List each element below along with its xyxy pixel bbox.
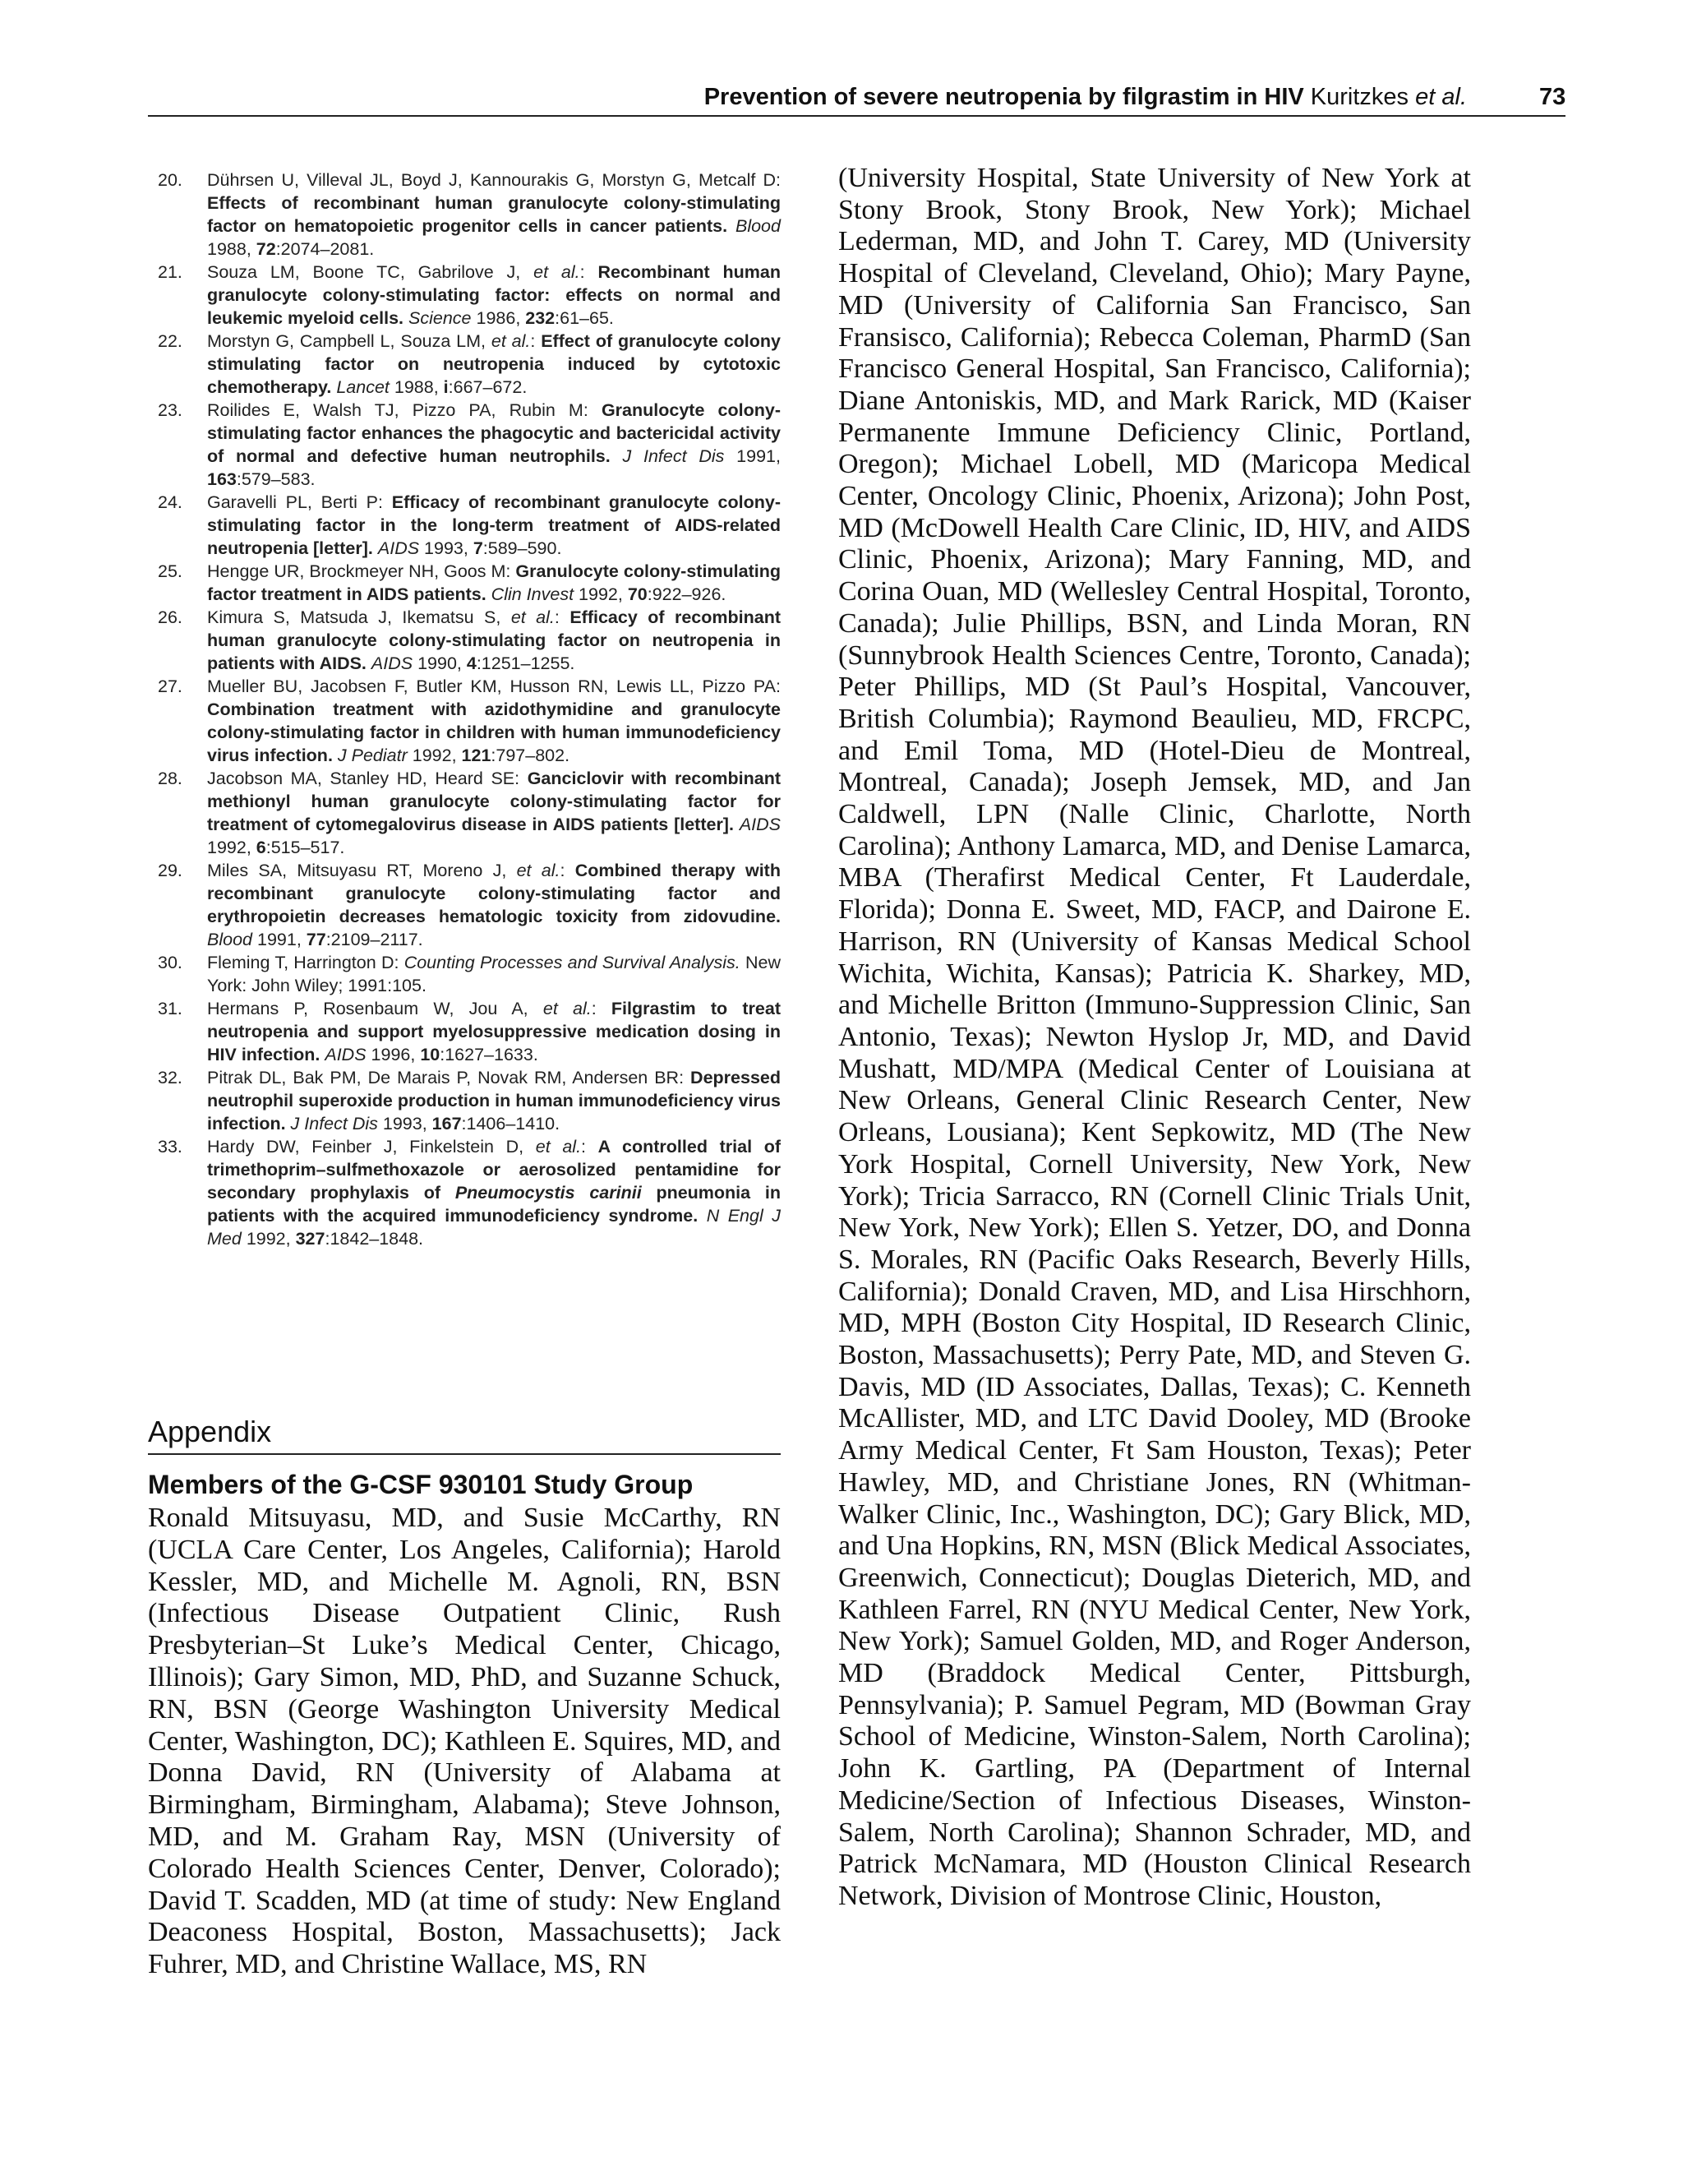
reference-title: Effects of recombinant human granulocyte colony-stimulating factor on hematopoietic progenitor cells in cancer patients. xyxy=(207,193,781,236)
running-header xyxy=(148,81,1565,117)
reference-number: 24. xyxy=(158,492,182,512)
reference-number: 29. xyxy=(158,861,182,880)
reference-journal: J Infect Dis xyxy=(622,446,725,466)
reference-text xyxy=(207,169,781,261)
reference-year: 1991, xyxy=(736,446,781,466)
reference-title: Efficacy of recombinant granulocyte colony-stimulating factor in the long-term treatment of AIDS-related neutropenia [letter]. xyxy=(207,492,781,558)
reference-journal: J Infect Dis xyxy=(290,1114,378,1134)
reference-journal: J Pediatr xyxy=(337,746,408,765)
reference-authors: Morstyn G, Campbell L, Souza LM, xyxy=(207,331,491,351)
reference-authors: Miles SA, Mitsuyasu RT, Moreno J, xyxy=(207,861,517,880)
reference-vol: 163 xyxy=(207,469,237,489)
reference-pub: New York: John Wiley; 1991:105. xyxy=(207,953,781,995)
reference-item xyxy=(148,997,781,1066)
reference-title: Granulocyte colony-stimulating factor treatment in AIDS patients. xyxy=(207,561,782,604)
reference-vol: 167 xyxy=(431,1114,462,1134)
reference-text xyxy=(207,767,781,859)
reference-text xyxy=(207,997,781,1066)
reference-number: 27. xyxy=(158,676,182,696)
reference-item xyxy=(148,859,781,951)
reference-number: 33. xyxy=(158,1137,182,1157)
reference-authors-end: : xyxy=(591,999,611,1018)
reference-authors: Jacobson MA, Stanley HD, Heard SE: xyxy=(207,769,528,788)
reference-number: 23. xyxy=(158,400,182,420)
reference-etal: et al. xyxy=(533,262,580,282)
reference-vol: 4 xyxy=(466,653,477,673)
reference-pages: :1627–1633. xyxy=(440,1045,538,1064)
reference-vol: 7 xyxy=(473,538,483,558)
reference-pages: :61–65. xyxy=(555,308,614,328)
reference-journal: AIDS xyxy=(377,538,420,558)
reference-number: 22. xyxy=(158,331,182,351)
reference-title: A controlled trial of trimethoprim–sulfmethoxazole or aerosolized pentamidine for secondary prophylaxis of xyxy=(207,1137,781,1203)
reference-vol: 72 xyxy=(256,239,276,259)
reference-authors: Souza LM, Boone TC, Gabrilove J, xyxy=(207,262,534,282)
reference-authors-end: : xyxy=(581,1137,598,1157)
reference-year: 1993, xyxy=(382,1114,432,1134)
reference-pages: :1251–1255. xyxy=(476,653,575,673)
reference-authors-end: : xyxy=(530,331,542,351)
reference-item xyxy=(148,169,781,261)
reference-journal-book: Counting Processes and Survival Analysis. xyxy=(403,953,740,972)
reference-pages: :2109–2117. xyxy=(325,930,423,949)
running-title xyxy=(704,81,1467,113)
reference-number: 31. xyxy=(158,999,182,1018)
reference-text xyxy=(207,859,781,951)
running-title-bold: Prevention of severe neutropenia by filgrastim in HIV xyxy=(703,84,1304,110)
reference-text xyxy=(207,330,781,399)
reference-year: 1990, xyxy=(417,653,467,673)
reference-journal: Clin Invest xyxy=(491,584,574,604)
reference-vol: 6 xyxy=(256,838,266,857)
reference-title: Ganciclovir with recombinant methionyl human granulocyte colony-stimulating factor for treatment of cytomegalovirus disease in AIDS patients [letter]. xyxy=(207,769,781,834)
reference-authors-end: : xyxy=(560,861,575,880)
reference-number: 26. xyxy=(158,607,182,627)
reference-title: Granulocyte colony-stimulating factor enhances the phagocytic and bactericidal activity of normal and defective human neutrophils. xyxy=(207,400,781,466)
reference-text xyxy=(207,399,781,491)
reference-title: Combination treatment with azidothymidine and granulocyte colony-stimulating factor in children with human immunodeficiency virus infection. xyxy=(207,700,781,765)
reference-authors: Garavelli PL, Berti P: xyxy=(207,492,392,512)
reference-pages: :922–926. xyxy=(647,584,726,604)
reference-number: 25. xyxy=(158,561,182,581)
reference-year: 1992, xyxy=(579,584,628,604)
reference-etal: et al. xyxy=(535,1137,582,1157)
reference-etal: et al. xyxy=(491,331,531,351)
reference-journal: AIDS xyxy=(739,815,781,834)
appendix-text-left: Ronald Mitsuyasu, MD, and Susie McCarthy, RN (UCLA Care Center, Los Angeles, California); Harold Kessler, MD, and Michelle M. Agnoli, RN, BSN (Infectious Disease Outpatient Clinic, Rush Presbyterian–St Luke’s Medical Center, Chicago, Illinois); Gary Simon, MD, PhD, and Suzanne Schuck, RN, BSN (George Washington University Medical Center, Washington, DC); Kathleen E. Squires, MD, and Donna David, RN (University of Alabama at Birmingham, Birmingham, Alabama); Steve Johnson, MD, and M. Graham Ray, MSN (University of Colorado Health Sciences Center, Denver, Colorado); David T. Scadden, MD (at time of study: New England Deaconess Hospital, Boston, Massachusetts); Jack Fuhrer, MD, and Christine Wallace, MS, RN xyxy=(148,1503,781,1980)
reference-item xyxy=(148,399,781,491)
reference-title: Effect of granulocyte colony stimulating factor on neutropenia induced by cytotoxic chemotherapy. xyxy=(207,331,781,397)
reference-title: Filgrastim to treat neutropenia and support myelosuppressive medication dosing in HIV infection. xyxy=(207,999,781,1064)
reference-title: Recombinant human granulocyte colony-stimulating factor: effects on normal and leukemic myeloid cells. xyxy=(207,262,781,328)
reference-text xyxy=(207,560,781,606)
reference-item xyxy=(148,261,781,330)
reference-title: Combined therapy with recombinant granulocyte colony-stimulating factor and erythropoietin decreases hematologic toxicity from zidovudine. xyxy=(207,861,781,926)
reference-number: 21. xyxy=(158,262,182,282)
reference-pages: :579–583. xyxy=(236,469,316,489)
running-title-authors: Kuritzkes xyxy=(1310,84,1409,110)
reference-year: 1992, xyxy=(412,746,462,765)
reference-item xyxy=(148,491,781,560)
reference-pages: :515–517. xyxy=(265,838,345,857)
reference-number: 28. xyxy=(158,769,182,788)
reference-text xyxy=(207,951,781,997)
reference-year: 1986, xyxy=(476,308,526,328)
reference-year: 1991, xyxy=(256,930,307,949)
reference-year: 1992, xyxy=(207,838,256,857)
reference-item xyxy=(148,1135,781,1250)
reference-text xyxy=(207,1066,781,1135)
reference-journal: Blood xyxy=(735,216,781,236)
page-number: 73 xyxy=(1539,84,1566,110)
reference-pages: :1406–1410. xyxy=(461,1114,560,1134)
reference-item xyxy=(148,951,781,997)
reference-item xyxy=(148,1066,781,1135)
reference-text xyxy=(207,261,781,330)
reference-list xyxy=(148,169,781,1250)
members-heading: Members of the G-CSF 930101 Study Group xyxy=(148,1470,694,1499)
reference-vol: 77 xyxy=(306,930,326,949)
reference-item xyxy=(148,675,781,767)
reference-item xyxy=(148,330,781,399)
reference-journal: Science xyxy=(408,308,472,328)
reference-item xyxy=(148,560,781,606)
reference-authors: Kimura S, Matsuda J, Ikematsu S, xyxy=(207,607,511,627)
reference-vol: 10 xyxy=(420,1045,440,1064)
reference-year: 1992, xyxy=(246,1229,296,1249)
reference-pages: :2074–2081. xyxy=(275,239,375,259)
reference-vol: 232 xyxy=(525,308,556,328)
reference-authors-end: : xyxy=(579,262,598,282)
reference-journal: AIDS xyxy=(371,653,413,673)
reference-title: Efficacy of recombinant human granulocyte colony-stimulating factor on neutropenia in patients with AIDS. xyxy=(207,607,781,673)
reference-pages: :667–672. xyxy=(448,377,528,397)
reference-journal: Blood xyxy=(207,930,252,949)
reference-vol: i xyxy=(443,377,449,397)
reference-journal: Lancet xyxy=(336,377,390,397)
reference-authors: Fleming T, Harrington D: xyxy=(207,953,404,972)
reference-authors-end: : xyxy=(554,607,570,627)
reference-pages: :797–802. xyxy=(491,746,570,765)
reference-year: 1988, xyxy=(207,239,256,259)
reference-year: 1988, xyxy=(394,377,444,397)
reference-number: 32. xyxy=(158,1068,182,1087)
running-title-etal: et al. xyxy=(1415,84,1467,110)
reference-etal: et al. xyxy=(510,607,555,627)
reference-text xyxy=(207,1135,781,1250)
reference-authors: Dührsen U, Villeval JL, Boyd J, Kannourakis G, Morstyn G, Metcalf D: xyxy=(207,170,781,190)
reference-authors: Hardy DW, Feinber J, Finkelstein D, xyxy=(207,1137,536,1157)
appendix-heading: Appendix xyxy=(148,1412,781,1455)
reference-vol: 327 xyxy=(295,1229,325,1249)
reference-authors: Pitrak DL, Bak PM, De Marais P, Novak RM, Andersen BR: xyxy=(207,1068,691,1087)
reference-number: 20. xyxy=(158,170,182,190)
reference-pages: :589–590. xyxy=(482,538,562,558)
reference-text xyxy=(207,491,781,560)
reference-journal: N Engl J Med xyxy=(207,1206,781,1249)
reference-text xyxy=(207,675,781,767)
reference-text xyxy=(207,606,781,675)
reference-authors: Hengge UR, Brockmeyer NH, Goos M: xyxy=(207,561,516,581)
reference-etal: et al. xyxy=(516,861,560,880)
appendix-text-right: (University Hospital, State University of New York at Stony Brook, Stony Brook, New York); Michael Lederman, MD, and John T. Carey, MD (University Hospital of Cleveland, Cleveland, Ohio); Mary Payne, MD (University of California San Francisco, San Fransisco, California); Rebecca Coleman, PharmD (San Francisco General Hospital, San Francisco, California); Diane Antoniskis, MD, and Mark Rarick, MD (Kaiser Permanente Immune Deficiency Clinic, Portland, Oregon); Michael Lobell, MD (Maricopa Medical Center, Oncology Clinic, Phoenix, Arizona); John Post, MD (McDowell Health Care Clinic, ID, HIV, and AIDS Clinic, Phoenix, Arizona); Mary Fanning, MD, and Corina Ouan, MD (Wellesley Central Hospital, Toronto, Canada); Julie Phillips, BSN, and Linda Moran, RN (Sunnybrook Health Sciences Centre, Toronto, Canada); Peter Phillips, MD (St Paul’s Hospital, Vancouver, British Columbia); Raymond Beaulieu, MD, FRCPC, and Emil Toma, MD (Hotel-Dieu de Montreal, Montreal, Canada); Joseph Jemsek, MD, and Jan Caldwell, LPN (Nalle Clinic, Charlotte, North Carolina); Anthony Lamarca, MD, and Denise Lamarca, MBA (Therafirst Medical Center, Ft Lauderdale, Florida); Donna E. Sweet, MD, FACP, and Dairone E. Harrison, RN (University of Kansas Medical School Wichita, Wichita, Kansas); Patricia K. Sharkey, MD, and Michelle Britton (Immuno-Suppression Clinic, San Antonio, Texas); Newton Hyslop Jr, MD, and David Mushatt, MD/MPA (Medical Center of Louisiana at New Orleans, General Clinic Research Center, New Orleans, Lousiana); Kent Sepkowitz, MD (The New York Hospital, Cornell University, New York, New York); Tricia Sarracco, RN (Cornell Clinic Trials Unit, New York, New York); Ellen S. Yetzer, DO, and Donna S. Morales, RN (Pacific Oaks Research, Beverly Hills, California); Donald Craven, MD, and Lisa Hirschhorn, MD, MPH (Boston City Hospital, ID Research Clinic, Boston, Massachusetts); Perry Pate, MD, and Steven G. Davis, MD (ID Associates, Dallas, Texas); C. Kenneth McAllister, MD, and LTC David Dooley, MD (Brooke Army Medical Center, Ft Sam Houston, Texas); Peter Hawley, MD, and Christiane Jones, RN (Whitman-Walker Clinic, Inc., Washington, DC); Gary Blick, MD, and Una Hopkins, RN, MSN (Blick Medical Associates, Greenwich, Connecticut); Douglas Dieterich, MD, and Kathleen Farrel, RN (NYU Medical Center, New York, New York); Samuel Golden, MD, and Roger Anderson, MD (Braddock Medical Center, Pittsburgh, Pennsylvania); P. Samuel Pegram, MD (Bowman Gray School of Medicine, Winston-Salem, North Carolina); John K. Gartling, PA (Department of Internal Medicine/Section of Infectious Diseases, Winston-Salem, North Carolina); Shannon Schrader, MD, and Patrick McNamara, MD (Houston Clinical Research Network, Division of Montrose Clinic, Houston, xyxy=(838,163,1471,1911)
reference-authors: Hermans P, Rosenbaum W, Jou A, xyxy=(207,999,543,1018)
reference-number: 30. xyxy=(158,953,182,972)
reference-title: Depressed neutrophil superoxide production in human immunodeficiency virus infection. xyxy=(207,1068,781,1134)
reference-authors: Mueller BU, Jacobsen F, Butler KM, Husson RN, Lewis LL, Pizzo PA: xyxy=(207,676,781,696)
reference-etal: et al. xyxy=(542,999,592,1018)
reference-title-italic: Pneumocystis carinii xyxy=(454,1183,642,1203)
reference-year: 1996, xyxy=(371,1045,421,1064)
reference-journal: AIDS xyxy=(325,1045,367,1064)
reference-title-end: pneumonia in patients with the acquired immunodeficiency syndrome. xyxy=(207,1183,781,1226)
reference-authors: Roilides E, Walsh TJ, Pizzo PA, Rubin M: xyxy=(207,400,602,420)
reference-item xyxy=(148,767,781,859)
reference-pages: :1842–1848. xyxy=(325,1229,424,1249)
reference-item xyxy=(148,606,781,675)
reference-vol: 70 xyxy=(627,584,648,604)
reference-vol: 121 xyxy=(461,746,491,765)
reference-year: 1993, xyxy=(424,538,473,558)
